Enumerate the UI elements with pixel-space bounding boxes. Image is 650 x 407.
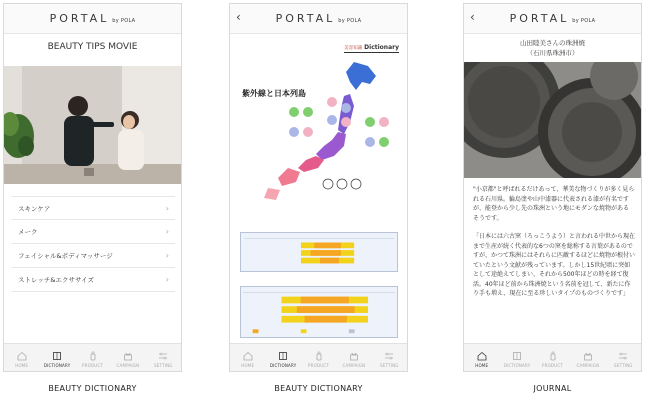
app-header (230, 4, 407, 34)
tab-setting[interactable] (606, 344, 641, 371)
caption-screen3: JOURNAL (533, 384, 572, 393)
tab-label: CAMPAIGN (116, 363, 140, 368)
tab-product[interactable] (535, 344, 570, 371)
menu-item-label: メーク (18, 228, 38, 236)
screen-beauty-tips (3, 3, 182, 372)
back-chevron-icon[interactable]: ‹ (236, 10, 241, 24)
chevron-right-icon: › (165, 251, 169, 260)
tab-product[interactable] (75, 344, 110, 371)
tab-campaign[interactable] (336, 344, 371, 371)
menu-item-stretch[interactable] (12, 268, 175, 292)
tab-label: PRODUCT (542, 363, 563, 368)
article-paragraph: "小京都"と呼ばれるだけあって、華美な物づくりが多く見られる石川県。輪島塗や山中漆器に代表される漆が有名ですが、能登から少し先の珠洲という地にモダンな焼物があるそうです。 (473, 186, 635, 222)
tab-dictionary[interactable] (265, 344, 300, 371)
page-title: BEAUTY TIPS MOVIE (47, 42, 138, 52)
bottle-icon (548, 351, 558, 361)
menu-item-label: ストレッチ&エクササイズ (18, 276, 94, 284)
tab-home[interactable] (4, 344, 39, 371)
tab-label: CAMPAIGN (576, 363, 600, 368)
gift-icon (583, 351, 593, 361)
chevron-right-icon: › (165, 203, 169, 213)
menu-item-skincare[interactable] (12, 196, 175, 220)
tab-product[interactable] (301, 344, 336, 371)
pottery-photo (464, 62, 641, 178)
sliders-icon (618, 351, 628, 361)
tab-dictionary[interactable] (499, 344, 534, 371)
tab-label: HOME (475, 363, 489, 368)
home-icon (243, 351, 253, 361)
bottle-icon (314, 351, 324, 361)
tab-campaign[interactable] (570, 344, 605, 371)
gift-icon (349, 351, 359, 361)
dictionary-badge: 美容知識 Dictionary (344, 44, 399, 51)
makeup-lesson-photo (4, 66, 181, 184)
article-title-line2: （石川県珠洲市） (526, 49, 579, 57)
sliders-icon (158, 351, 168, 361)
app-header (4, 4, 181, 34)
tab-label: DICTIONARY (503, 363, 531, 368)
menu-item-label: スキンケア (18, 204, 51, 213)
app-logo: PORTAL by POLA (275, 12, 362, 25)
app-logo: PORTAL by POLA (49, 12, 136, 25)
bottle-icon (88, 351, 98, 361)
tab-campaign[interactable] (110, 344, 145, 371)
tab-label: DICTIONARY (43, 363, 71, 368)
screen-journal (463, 3, 642, 372)
tab-label: DICTIONARY (269, 363, 297, 368)
japan-uv-map (258, 60, 398, 210)
chevron-right-icon: › (165, 275, 169, 284)
book-icon (52, 351, 62, 361)
tab-label: HOME (241, 363, 255, 368)
article-heading: 紫外線と日本列島 (242, 89, 306, 98)
back-chevron-icon[interactable]: ‹ (470, 10, 475, 24)
menu-item-label: フェイシャル&ボディマッサージ (18, 252, 113, 260)
caption-screen2: BEAUTY DICTIONARY (274, 384, 363, 393)
tab-setting[interactable] (372, 344, 407, 371)
tab-label: HOME (15, 363, 29, 368)
tab-label: SETTING (380, 363, 399, 368)
book-icon (512, 351, 522, 361)
tab-dictionary[interactable] (39, 344, 74, 371)
tab-label: CAMPAIGN (342, 363, 366, 368)
uv-chart-1 (240, 232, 398, 272)
article-title-line1: 山田睦美さんの珠洲焼 (520, 39, 585, 47)
tab-home[interactable] (230, 344, 265, 371)
menu-item-makeup[interactable] (12, 220, 175, 244)
article-title (464, 38, 641, 58)
gift-icon (123, 351, 133, 361)
article-paragraph: 「日本には六古窯（ろっこうよう）と言われる中世から現在まで生産が続く代表的な6つの窯を総称する言葉があるのですが、かつて珠洲にはそれらに匹敵するほどに焼物が根付いていたという文献が残っています。しかし15世紀頃に突如として途絶えてしまい、それから500年ほどの時を経て復活。40年ほど前から珠洲焼という名前を冠して、新たに作り手も増え、現在に至る珍しいタイプのものづくりです」 (473, 233, 636, 297)
tab-label: SETTING (154, 363, 173, 368)
tab-setting[interactable] (146, 344, 181, 371)
category-menu (12, 196, 175, 292)
app-header (464, 4, 641, 34)
tab-label: PRODUCT (308, 363, 329, 368)
home-icon (477, 351, 487, 361)
chevron-right-icon: › (165, 227, 169, 236)
tab-bar (464, 343, 641, 371)
tab-bar (230, 343, 407, 371)
tab-label: SETTING (614, 363, 633, 368)
tab-bar (4, 343, 181, 371)
uv-chart-2 (240, 286, 398, 338)
home-icon (17, 351, 27, 361)
tab-label: PRODUCT (82, 363, 103, 368)
app-logo: PORTAL by POLA (509, 12, 596, 25)
sliders-icon (384, 351, 394, 361)
article-body (473, 185, 635, 308)
tab-home[interactable] (464, 344, 499, 371)
book-icon (278, 351, 288, 361)
menu-item-massage[interactable] (12, 244, 175, 268)
caption-screen1: BEAUTY DICTIONARY (48, 384, 137, 393)
screen-dictionary (229, 3, 408, 372)
